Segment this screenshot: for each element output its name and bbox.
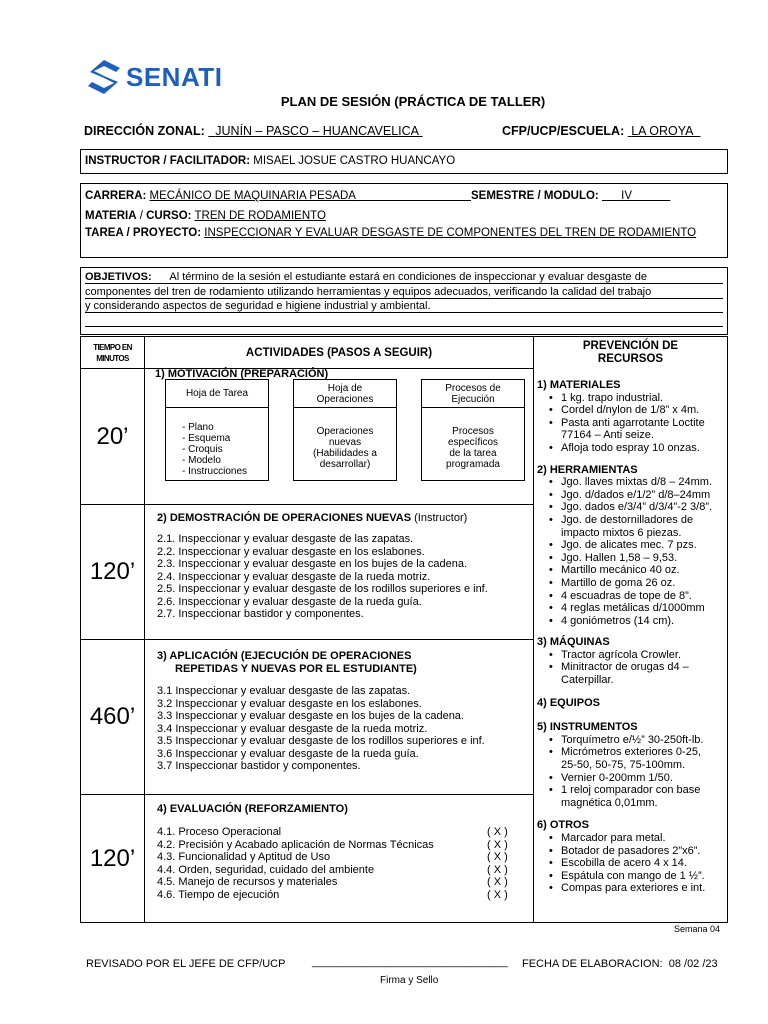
header-activities: ACTIVIDADES (PASOS A SEGUIR) (145, 337, 534, 369)
list-item: • Martillo mecánico 40 oz. (549, 564, 727, 577)
list-item: • Jgo. de alicates mec. 7 pzs. (549, 539, 727, 552)
list-item: • Escobilla de acero 4 x 14. (549, 857, 727, 870)
instructor-value: MISAEL JOSUE CASTRO HUANCAYO (253, 155, 456, 167)
maquinas-list (549, 649, 727, 687)
otros-title: 6) OTROS (537, 819, 589, 832)
carrera-label: CARRERA: (85, 190, 147, 202)
objetivos-box (80, 267, 728, 335)
hoja-tarea-title: Hoja de Tarea (166, 380, 268, 408)
maquinas-title: 3) MÁQUINAS (537, 636, 610, 649)
cfp-escuela (502, 124, 700, 138)
list-item: • 4 escuadras de tope de 8”. (549, 590, 727, 603)
list-item: • Martillo de goma 26 oz. (549, 577, 727, 590)
list-item: 4.3. Funcionalidad y Aptitud de Uso (157, 851, 331, 863)
procesos-ejecucion-items: Procesos específicos de la tarea programada (446, 426, 500, 470)
list-item: • Torquímetro e/½” 30-250ft-lb. (549, 734, 727, 747)
objetivos-line-4 (85, 313, 723, 327)
logo-text: SENATI (126, 61, 223, 92)
materia-row: MATERIA / CURSO: TREN DE RODAMIENTO (85, 210, 326, 222)
phase-time-3: 460’ (81, 640, 145, 795)
list-item: • Jgo. Hallen 1,58 – 9,53. (549, 552, 727, 565)
tarea-row (85, 226, 723, 240)
hoja-tarea-items: - Plano - Esquema - Croquis - Modelo - Instrucciones (182, 422, 248, 477)
list-item: • Cordel d/nylon de 1/8” x 4m. (549, 404, 727, 417)
carrera-row (85, 189, 723, 203)
phase-activities-1 (145, 369, 534, 505)
phase-title-2: 2) DEMOSTRACIÓN DE OPERACIONES NUEVAS (Instructor) (157, 512, 468, 524)
list-item: 2.4. Inspeccionar y evaluar desgaste de la rueda motriz. (157, 570, 431, 583)
list-item: 3.7 Inspeccionar bastidor y componentes. (157, 760, 361, 772)
list-item: 4.5. Manejo de recursos y materiales (157, 876, 338, 888)
list-item: • Compas para exteriores e int. (549, 882, 727, 895)
direccion-zonal (84, 124, 423, 138)
list-item: 3.4 Inspeccionar y evaluar desgaste de la rueda motriz. (157, 722, 428, 735)
phase-title-3a: 3) APLICACIÓN (EJECUCIÓN DE OPERACIONES (157, 650, 412, 662)
semestre-value: IV (621, 190, 633, 202)
list-item: 4.6. Tiempo de ejecución (157, 888, 280, 901)
list-item: 4.1. Proceso Operacional (157, 826, 282, 838)
check-mark: ( X ) (487, 826, 508, 838)
objetivos-line-1: OBJETIVOS: Al término de la sesión el estudiante estará en condiciones de inspeccionar y evaluar desgaste de (85, 270, 723, 284)
recursos-list (534, 373, 727, 895)
page-title: PLAN DE SESIÓN (PRÁCTICA DE TALLER) (280, 94, 546, 109)
direccion-value: JUNÍN – PASCO – HUANCAVELICA (215, 124, 420, 138)
objetivos-label: OBJETIVOS: (85, 271, 152, 283)
semana-label: Semana 04 (674, 924, 721, 934)
check-mark: ( X ) (487, 838, 508, 851)
list-item: • Jgo. de destornilladores de (549, 514, 727, 527)
tarea-label: TAREA / PROYECTO: (85, 227, 202, 239)
instrumentos-title: 5) INSTRUMENTOS (537, 721, 638, 734)
cfp-label: CFP/UCP/ESCUELA: (502, 124, 625, 138)
list-item: • 1 reloj comparador con base (549, 784, 727, 797)
list-item: • 4 reglas metálicas d/1000mm (549, 602, 727, 615)
phase-activities-3 (145, 640, 534, 795)
list-item: 2.6. Inspeccionar y evaluar desgaste de la rueda guía. (157, 595, 422, 608)
instrumentos-list (549, 734, 727, 810)
fecha-elaboracion: FECHA DE ELABORACION: 08 /02 /23 (522, 958, 718, 970)
list-item: • Micrómetros exteriores 0-25, (549, 746, 727, 759)
list-item: • Vernier 0-200mm 1/50. (549, 772, 727, 785)
list-item: • Pasta anti agarrotante Loctite (549, 417, 727, 430)
hoja-operaciones-box (293, 379, 397, 481)
list-item: 3.5 Inspeccionar y evaluar desgaste de los rodillos superiores e inf. (157, 735, 485, 747)
phase-time-4: 120’ (81, 795, 145, 923)
senati-logo-icon (84, 58, 124, 96)
procesos-ejecucion-title: Procesos de Ejecución (422, 380, 524, 408)
check-mark: ( X ) (487, 888, 508, 901)
list-item: 2.7. Inspeccionar bastidor y componentes. (157, 608, 364, 620)
activities-table (80, 336, 728, 923)
header-time: TIEMPO EN MINUTOS (81, 337, 145, 369)
cfp-value: LA OROYA (631, 124, 694, 138)
check-mark: ( X ) (487, 863, 508, 876)
herramientas-title: 2) HERRAMIENTAS (537, 463, 638, 476)
phase-time-1: 20’ (81, 369, 145, 505)
fecha-value: 08 /02 /23 (668, 958, 718, 970)
semestre-label: SEMESTRE / MODULO: (470, 190, 599, 202)
firma-sello: Firma y Sello (380, 975, 439, 986)
tarea-value: INSPECCIONAR Y EVALUAR DESGASTE DE COMPONENTES DEL TREN DE RODAMIENTO (204, 227, 697, 239)
list-item: 4.2. Precisión y Acabado aplicación de Normas Técnicas (157, 838, 434, 851)
list-item: 4.4. Orden, seguridad, cuidado del ambiente (157, 863, 375, 876)
procesos-ejecucion-box (421, 379, 525, 481)
instructor-box (80, 149, 728, 174)
list-item: 2.5. Inspeccionar y evaluar desgaste de los rodillos superiores e inf. (157, 583, 488, 595)
list-item: 3.2 Inspeccionar y evaluar desgaste en los eslabones. (157, 697, 422, 710)
list-item: • Jgo. d/dados e/1/2” d/8–24mm (549, 489, 727, 502)
phase-title-3b: REPETIDAS Y NUEVAS POR EL ESTUDIANTE) (175, 663, 417, 675)
list-item: • Botador de pasadores 2”x6”. (549, 845, 727, 858)
list-item: 2.3. Inspeccionar y evaluar desgaste en los bujes de la cadena. (157, 558, 468, 570)
list-item: 77164 – Anti seize. (561, 429, 654, 442)
list-item: 2.1. Inspeccionar y evaluar desgaste de las zapatas. (157, 533, 414, 545)
herramientas-list (549, 476, 727, 627)
curso-label: CURSO: (146, 210, 192, 222)
list-item: • 4 goniómetros (14 cm). (549, 615, 727, 628)
objetivos-line-2: componentes del tren de rodamiento utilizando herramientas y equipos adecuados, verificando la calidad del trabajo (85, 285, 723, 299)
hoja-operaciones-title: Hoja de Operaciones (294, 380, 396, 408)
list-item: 2.2. Inspeccionar y evaluar desgaste en los eslabones. (157, 545, 425, 558)
equipos-title: 4) EQUIPOS (537, 696, 600, 709)
phase-activities-4 (145, 795, 534, 923)
materiales-list (549, 392, 727, 455)
list-item: • Jgo. dados e/3/4” d/3/4”-2 3/8”. (549, 501, 727, 514)
senati-logo (84, 58, 222, 96)
list-item: • Afloja todo espray 10 onzas. (549, 442, 727, 455)
list-item: • Jgo. llaves mixtas d/8 – 24mm. (549, 476, 727, 489)
check-mark: ( X ) (487, 876, 508, 888)
materia-label: MATERIA (85, 210, 137, 222)
phase-time-2: 120’ (81, 505, 145, 640)
list-item: • 1 kg. trapo industrial. (549, 392, 727, 405)
list-item: 25-50, 50-75, 75-100mm. (561, 759, 686, 772)
list-item: Caterpillar. (561, 674, 614, 687)
list-item: impacto mixtos 6 piezas. (561, 526, 682, 539)
instructor-label: INSTRUCTOR / FACILITADOR: (85, 155, 251, 167)
list-item: magnética 0,01mm. (561, 796, 658, 809)
materiales-title: 1) MATERIALES (537, 379, 621, 391)
check-mark: ( X ) (487, 851, 508, 863)
table-header-row (81, 337, 728, 369)
list-item: 3.6 Inspeccionar y evaluar desgaste de la rueda guía. (157, 747, 419, 760)
firma-line: ________________________________ (312, 956, 508, 968)
materia-value: TREN DE RODAMIENTO (194, 210, 326, 222)
prevencion-recursos: PREVENCIÓN DE RECURSOS 1) MATERIALES • 1 kg. trapo industrial. • Cordel d/nylon de 1/8” x 4m. • Pasta anti agarrotante Loctite 77164 – Anti seize. • Afloja todo espray 10 onzas. 2) HERRAMIENTAS • Jgo. llaves mixtas d/8 – 24mm. • Jgo. d/dados e/1/2” d/8–24mm • Jgo. dados e/3/4” d/3/4”-2 3/8”. • Jgo. de destornilladores de impacto mixtos 6 piezas. • Jgo. de alicates mec. 7 pzs. • Jgo. Hallen 1,58 – 9,53. • Martillo mecánico 40 oz. • Martillo de goma 26 oz. • 4 escuadras de tope de 8”. • 4 reglas metálicas d/1000mm • 4 goniómetros (14 cm). 3) MÁQUINAS • Tractor agrícola Crowler. • Minitractor de orugas d4 – Caterpillar. 4) EQUIPOS 5) INSTRUMENTOS • Torquímetro e/½” 30-250ft-lb. • Micrómetros exteriores 0-25, 25-50, 50-75, 75-100mm. • Vernier 0-200mm 1/50. • 1 reloj comparador con base magnética 0,01mm. 6) OTROS • Marcador para metal. • Botador de pasadores 2”x6”. • Escobilla de acero 4 x 14. • Espátula con mango de 1 ½”. • Compas para exteriores e int. (534, 337, 728, 923)
phase-title-4: 4) EVALUACIÓN (REFORZAMIENTO) (157, 803, 348, 815)
phase-activities-2 (145, 505, 534, 640)
list-item: 3.1 Inspeccionar y evaluar desgaste de las zapatas. (157, 685, 411, 697)
list-item: • Marcador para metal. (549, 832, 727, 845)
list-item: • Espátula con mango de 1 ½”. (549, 870, 727, 883)
direccion-label: DIRECCIÓN ZONAL: (84, 124, 205, 138)
list-item: • Tractor agrícola Crowler. (549, 649, 727, 662)
hoja-tarea-box (165, 379, 269, 481)
otros-list (549, 832, 727, 895)
carrera-value: MECÁNICO DE MAQUINARIA PESADA (149, 190, 356, 202)
revisado-label: REVISADO POR EL JEFE DE CFP/UCP (86, 958, 286, 970)
objetivos-line-3: y considerando aspectos de seguridad e higiene industrial y ambiental. (85, 299, 723, 313)
hoja-operaciones-items: Operaciones nuevas (Habilidades a desarrollar) (313, 426, 377, 470)
list-item: 3.3 Inspeccionar y evaluar desgaste en los bujes de la cadena. (157, 710, 464, 722)
phase-title-1: 1) MOTIVACIÓN (PREPARACIÓN) (155, 368, 329, 380)
carrera-box (80, 183, 728, 258)
list-item: • Minitractor de orugas d4 – (549, 661, 727, 674)
